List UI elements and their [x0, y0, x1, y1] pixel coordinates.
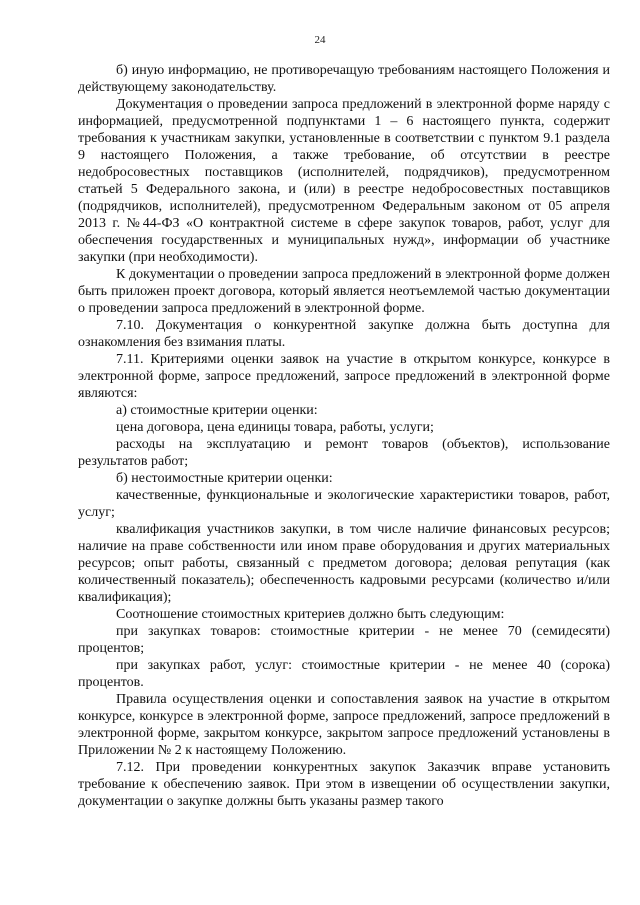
paragraph-ratio-heading: Соотношение стоимостных критериев должно быть следующим: — [116, 607, 505, 622]
paragraph-goods-ratio: при закупках товаров: стоимостные критерии - не менее 70 (семидесяти) процентов; — [78, 624, 610, 656]
document-body — [78, 62, 610, 810]
paragraph-6b: б) иную информацию, не противоречащую требованиям настоящего Положения и действующему законодательству. — [78, 63, 610, 95]
paragraph-documentation-requirements: Документация о проведении запроса предложений в электронной форме наряду с информацией, предусмотренной подпунктами 1 – 6 настоящего пункта, содержит требования к участникам закупки, установленные в соответствии с пунктом 9.1 раздела 9 настоящего Положения, а также требование, об отсутствии в реестре недобросовестных поставщиков (исполнителей, подрядчиков), предусмотренном статьей 5 Федерального закона, и (или) в реестре недобросовестных поставщиков (подрядчиков, исполнителей), предусмотренном Федеральным законом от 05 апреля 2013 г. №44-ФЗ «О контрактной системе в сфере закупок товаров, работ, услуг для обеспечения государственных и муниципальных нужд», информации об участнике закупки (при необходимости). — [78, 97, 610, 265]
paragraph-qualification: квалификация участников закупки, в том числе наличие финансовых ресурсов; наличие на праве собственности или ином праве оборудования и других материальных ресурсов; опыт работы, связанный с предметом договора; деловая репутация (как количественный показатель); обеспеченность кадровыми ресурсами (количество и/или квалификация); — [78, 522, 610, 605]
paragraph-noncost-criteria-heading: б) нестоимостные критерии оценки: — [116, 471, 333, 486]
paragraph-works-ratio: при закупках работ, услуг: стоимостные критерии - не менее 40 (сорока) процентов. — [78, 658, 610, 690]
page-number: 24 — [314, 34, 326, 46]
paragraph-quality-characteristics: качественные, функциональные и экологические характеристики товаров, работ, услуг; — [78, 488, 610, 520]
paragraph-7-11: 7.11. Критериями оценки заявок на участие в открытом конкурсе, конкурсе в электронной форме, запросе предложений, запросе предложений в электронной форме являются: — [78, 352, 610, 401]
paragraph-operating-costs: расходы на эксплуатацию и ремонт товаров (объектов), использование результатов работ; — [78, 437, 610, 469]
paragraph-draft-contract: К документации о проведении запроса предложений в электронной форме должен быть приложен проект договора, который является неотъемлемой частью документации о проведении запроса предложений в электронной форме. — [78, 267, 610, 316]
paragraph-contract-price: цена договора, цена единицы товара, работы, услуги; — [116, 420, 434, 435]
paragraph-7-10: 7.10. Документация о конкурентной закупке должна быть доступна для ознакомления без взимания платы. — [78, 318, 610, 350]
paragraph-evaluation-rules: Правила осуществления оценки и сопоставления заявок на участие в открытом конкурсе, конкурсе в электронной форме, запросе предложений, запросе предложений в электронной форме, закрытом конкурсе, закрытом запросе предложений установлены в Приложении № 2 к настоящему Положению. — [78, 692, 610, 758]
paragraph-cost-criteria-heading: а) стоимостные критерии оценки: — [116, 403, 318, 418]
paragraph-7-12: 7.12. При проведении конкурентных закупок Заказчик вправе установить требование к обеспечению заявок. При этом в извещении об осуществлении закупки, документации о закупке должны быть указаны размер такого — [78, 760, 610, 809]
